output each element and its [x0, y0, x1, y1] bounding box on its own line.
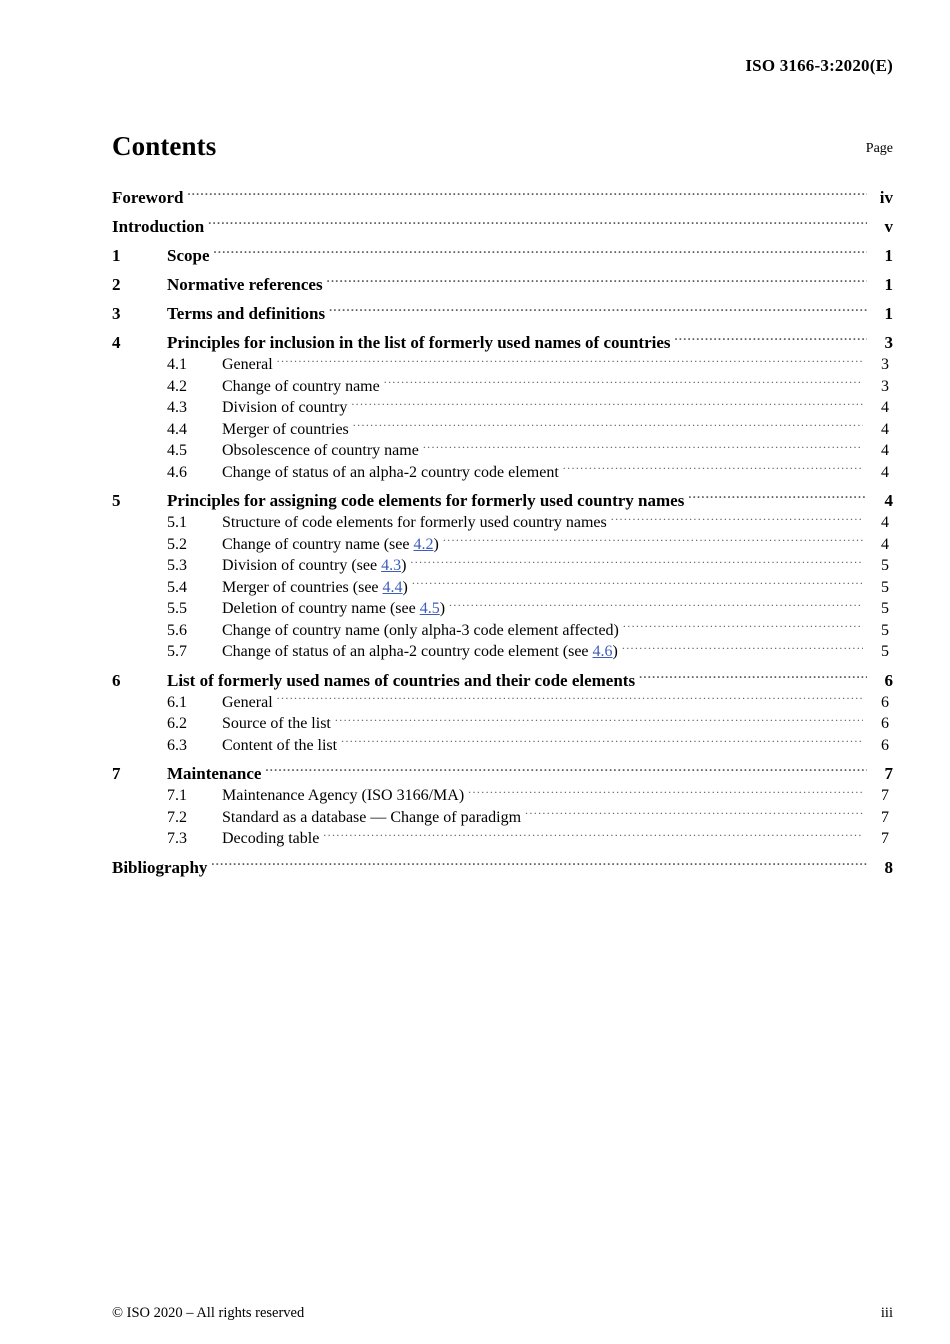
toc-entry-label: Maintenance	[167, 764, 262, 783]
toc-entry-number: 4.4	[167, 420, 187, 438]
toc-entry-page-number: 3	[881, 377, 889, 395]
toc-entry-page-number: 3	[884, 333, 893, 352]
toc-cross-reference-link[interactable]: 4.2	[413, 535, 434, 553]
toc-entry-label: Division of country	[222, 399, 348, 416]
toc-dot-leader	[449, 597, 863, 613]
toc-entry-label: Principles for assigning code elements for formerly used country names	[167, 491, 685, 510]
toc-dot-leader	[329, 302, 867, 319]
toc-entry-number: 5.2	[167, 535, 187, 553]
toc-entry-label: Structure of code elements for formerly used country names	[222, 514, 607, 531]
toc-entry-page-number: 5	[881, 557, 889, 574]
toc-cross-reference-link[interactable]: 4.6	[592, 643, 613, 660]
toc-entry[interactable]	[112, 244, 893, 266]
toc-entry[interactable]	[112, 511, 893, 533]
toc-entry-number: 6.1	[167, 693, 187, 711]
toc-entry-number: 5.4	[167, 578, 187, 596]
toc-entry-label: Merger of countries	[222, 420, 349, 438]
toc-entry-label: Introduction	[112, 217, 205, 236]
toc-dot-leader	[423, 439, 863, 455]
toc-entry-page-number: iv	[879, 188, 893, 207]
toc-entry[interactable]	[112, 215, 893, 237]
toc-entry[interactable]	[112, 806, 893, 828]
toc-entry-page-number: 6	[881, 715, 889, 732]
page-footer	[112, 1304, 893, 1322]
toc-dot-leader	[623, 619, 863, 635]
toc-entry-label: Obsolescence of country name	[222, 442, 419, 459]
toc-entry-page-number: 1	[884, 246, 893, 265]
toc-entry[interactable]	[112, 418, 893, 440]
document-reference-header: ISO 3166-3:2020(E)	[745, 56, 893, 75]
toc-dot-leader	[341, 734, 863, 750]
toc-entry-number: 4.6	[167, 463, 187, 481]
toc-entry-number: 5	[112, 491, 121, 510]
toc-entry-page-number: 5	[881, 621, 889, 639]
toc-entry-label: Content of the list	[222, 736, 338, 754]
copyright-notice: © ISO 2020 – All rights reserved	[112, 1305, 305, 1321]
toc-entry-number: 4.3	[167, 399, 187, 416]
toc-dot-leader	[688, 489, 867, 506]
toc-entry[interactable]	[112, 331, 893, 353]
toc-entry-number: 7.2	[167, 808, 187, 826]
toc-entry-page-number: 4	[881, 535, 889, 553]
toc-dot-leader	[622, 640, 863, 656]
toc-entry-label: Change of status of an alpha-2 country code element (see 4.6)	[222, 643, 618, 660]
toc-dot-leader	[327, 273, 867, 290]
toc-entry-label: General	[222, 356, 273, 373]
toc-entry-number: 6.2	[167, 715, 187, 732]
toc-dot-leader	[351, 396, 863, 412]
toc-entry-label: General	[222, 693, 273, 711]
toc-dot-leader	[211, 856, 867, 873]
toc-entry[interactable]	[112, 396, 893, 418]
toc-entry-label: Terms and definitions	[167, 304, 326, 323]
toc-cross-reference-link[interactable]: 4.3	[381, 557, 402, 574]
toc-dot-leader	[410, 554, 863, 570]
toc-entry-page-number: 6	[884, 670, 893, 690]
toc-entry-label: Decoding table	[222, 830, 320, 847]
toc-entry[interactable]	[112, 762, 893, 784]
toc-entry[interactable]	[112, 186, 893, 208]
toc-entry[interactable]	[112, 691, 893, 713]
toc-entry-label: Maintenance Agency (ISO 3166/MA)	[222, 787, 465, 804]
toc-dot-leader	[675, 331, 867, 348]
toc-entry-page-number: 7	[884, 764, 893, 783]
toc-entry[interactable]	[112, 576, 893, 598]
toc-entry-number: 5.5	[167, 600, 187, 617]
toc-entry-page-number: 8	[884, 857, 893, 877]
toc-entry[interactable]	[112, 461, 893, 483]
toc-dot-leader	[443, 533, 863, 549]
toc-dot-leader	[214, 244, 868, 261]
page-column-header: Page	[865, 141, 893, 156]
toc-entry[interactable]	[112, 375, 893, 397]
toc-entry[interactable]	[112, 302, 893, 324]
toc-entry[interactable]	[112, 353, 893, 375]
toc-entry-label: Merger of countries (see 4.4)	[222, 578, 408, 596]
toc-entry-label: List of formerly used names of countries and their code elements	[167, 670, 636, 690]
toc-entry[interactable]	[112, 640, 893, 662]
toc-entry[interactable]	[112, 784, 893, 806]
toc-entry-page-number: v	[884, 217, 893, 236]
toc-dot-leader	[563, 461, 863, 477]
toc-entry[interactable]	[112, 669, 893, 691]
toc-dot-leader	[208, 215, 867, 232]
toc-entry-label: Division of country (see 4.3)	[222, 557, 407, 574]
toc-entry-number: 7.1	[167, 787, 187, 804]
toc-entry-page-number: 5	[881, 578, 889, 596]
toc-entry-label: Foreword	[112, 188, 184, 207]
toc-entry[interactable]	[112, 856, 893, 878]
toc-entry-number: 5.6	[167, 621, 187, 639]
toc-entry-number: 2	[112, 275, 121, 294]
toc-dot-leader	[265, 762, 867, 779]
table-of-contents	[112, 186, 893, 878]
toc-entry-page-number: 1	[884, 275, 893, 294]
toc-entry-number: 6.3	[167, 736, 187, 754]
toc-entry-number: 7	[112, 764, 121, 783]
toc-dot-leader	[611, 511, 863, 527]
toc-entry-label: Change of country name	[222, 377, 380, 395]
toc-entry-number: 4.5	[167, 442, 187, 459]
toc-entry[interactable]	[112, 712, 893, 734]
toc-entry[interactable]	[112, 273, 893, 295]
toc-entry-label: Change of country name (only alpha-3 code element affected)	[222, 621, 619, 639]
toc-entry-page-number: 7	[881, 830, 889, 847]
toc-entry-page-number: 4	[881, 514, 889, 531]
toc-cross-reference-link[interactable]: 4.4	[382, 578, 403, 596]
toc-entry-label: Bibliography	[112, 857, 208, 877]
toc-dot-leader	[323, 827, 863, 843]
toc-entry-page-number: 6	[881, 693, 889, 711]
toc-entry-page-number: 5	[881, 643, 889, 660]
toc-dot-leader	[277, 691, 863, 707]
toc-entry-number: 7.3	[167, 830, 187, 847]
toc-entry[interactable]	[112, 597, 893, 619]
toc-dot-leader	[384, 375, 863, 391]
toc-dot-leader	[353, 418, 863, 434]
toc-entry[interactable]	[112, 533, 893, 555]
toc-entry-number: 6	[112, 670, 121, 690]
toc-entry-page-number: 4	[881, 399, 889, 416]
toc-entry-number: 4.1	[167, 356, 187, 373]
toc-cross-reference-link[interactable]: 4.5	[419, 600, 440, 617]
toc-entry-label: Scope	[167, 246, 210, 265]
toc-entry-page-number: 4	[881, 463, 889, 481]
toc-entry-page-number: 4	[881, 420, 889, 438]
toc-entry-label: Source of the list	[222, 715, 331, 732]
toc-entry-number: 4	[112, 333, 121, 352]
toc-entry-page-number: 6	[881, 736, 889, 754]
contents-title-row	[112, 130, 893, 164]
toc-entry-page-number: 5	[881, 600, 889, 617]
toc-entry-label: Normative references	[167, 275, 323, 294]
toc-entry-number: 5.3	[167, 557, 187, 574]
toc-entry[interactable]	[112, 554, 893, 576]
toc-entry-number: 3	[112, 304, 121, 323]
toc-dot-leader	[412, 576, 863, 592]
toc-entry-page-number: 7	[881, 808, 889, 826]
toc-entry-label: Deletion of country name (see 4.5)	[222, 600, 446, 617]
toc-entry[interactable]	[112, 619, 893, 641]
toc-dot-leader	[525, 806, 863, 822]
toc-dot-leader	[335, 712, 863, 728]
page-folio: iii	[880, 1305, 893, 1321]
toc-entry-number: 5.7	[167, 643, 187, 660]
toc-dot-leader	[639, 669, 867, 686]
toc-entry[interactable]	[112, 734, 893, 756]
toc-dot-leader	[277, 353, 863, 369]
toc-entry-number: 5.1	[167, 514, 187, 531]
toc-entry-label: Principles for inclusion in the list of formerly used names of countries	[167, 333, 671, 352]
toc-entry[interactable]	[112, 489, 893, 511]
page-title: Contents	[112, 131, 217, 161]
toc-dot-leader	[468, 784, 863, 800]
toc-entry-page-number: 1	[884, 304, 893, 323]
toc-entry-number: 1	[112, 246, 121, 265]
toc-entry-page-number: 7	[881, 787, 889, 804]
toc-entry-page-number: 4	[881, 442, 889, 459]
toc-entry-label: Change of country name (see 4.2)	[222, 535, 439, 553]
toc-entry[interactable]	[112, 827, 893, 849]
toc-entry-page-number: 3	[881, 356, 889, 373]
toc-entry[interactable]	[112, 439, 893, 461]
toc-entry-label: Standard as a database — Change of paradigm	[222, 808, 522, 826]
toc-entry-label: Change of status of an alpha-2 country code element	[222, 463, 559, 481]
toc-dot-leader	[187, 186, 867, 203]
toc-entry-page-number: 4	[884, 491, 893, 510]
toc-entry-number: 4.2	[167, 377, 187, 395]
